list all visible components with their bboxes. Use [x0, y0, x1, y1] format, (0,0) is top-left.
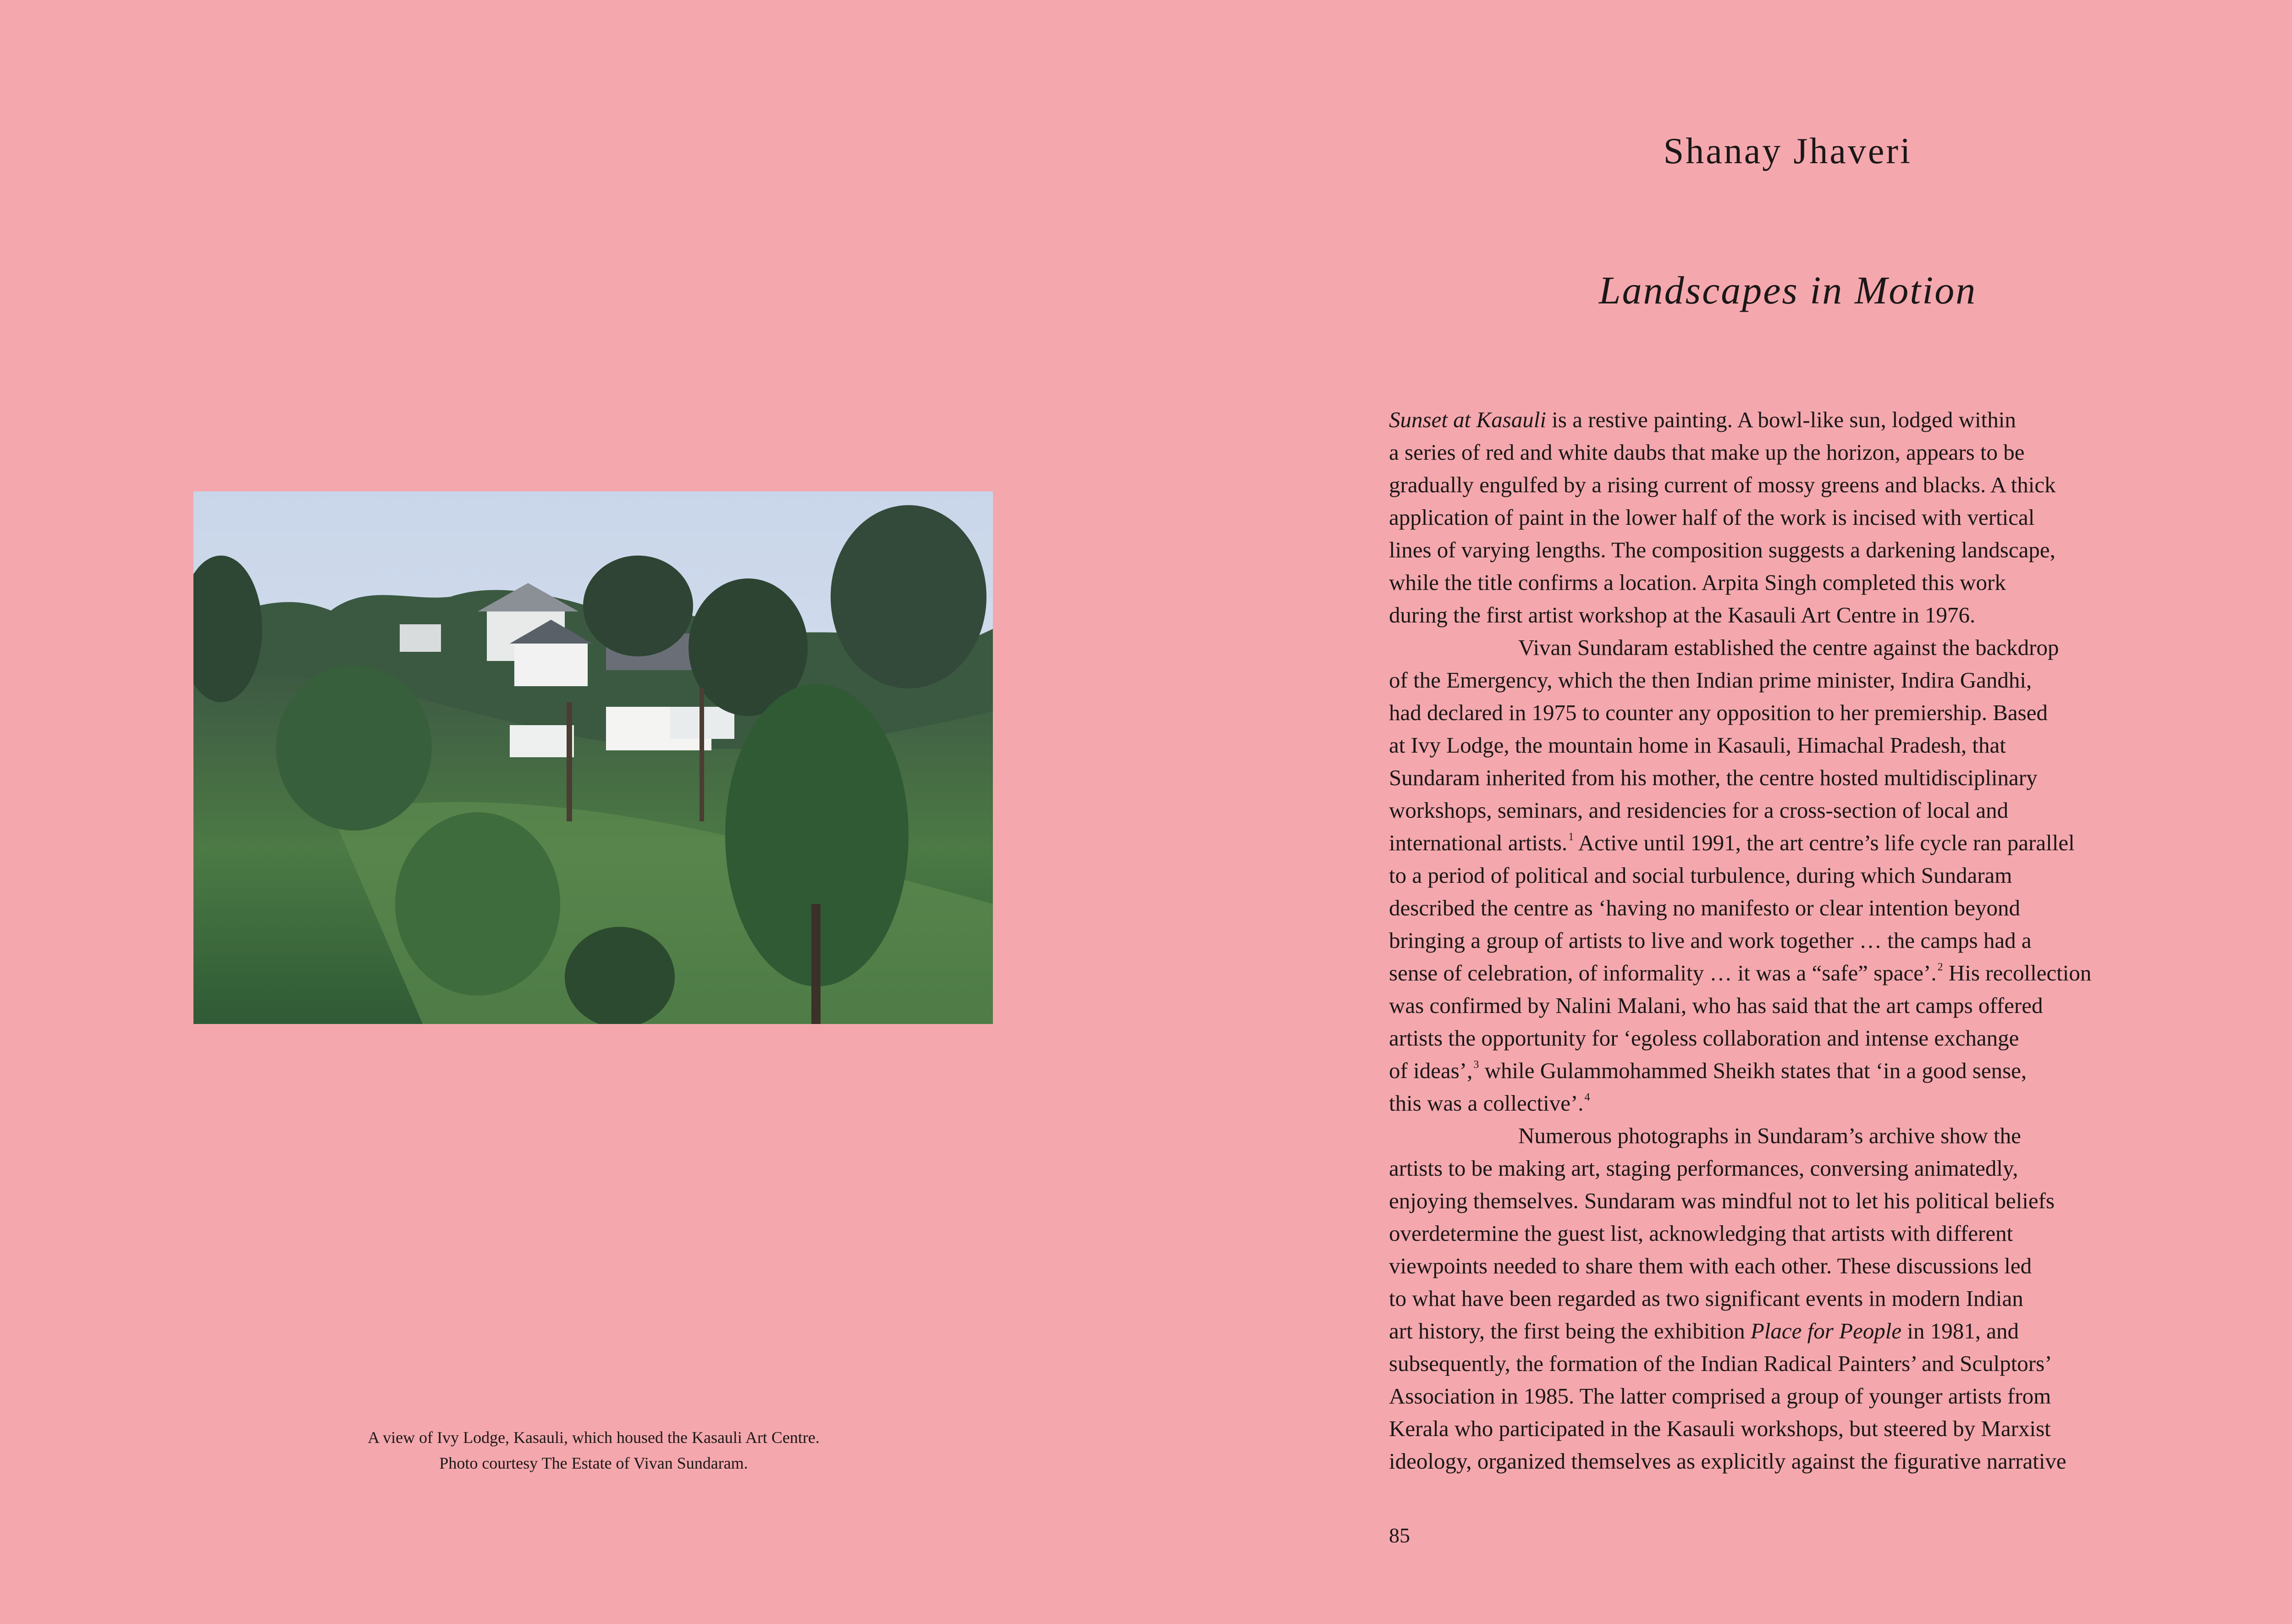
- ivy-lodge-photo: [193, 491, 993, 1024]
- hillside-landscape-image: [193, 491, 993, 1024]
- body-line: of ideas’,$^3$ while Gulammohammed Sheikh states that ‘in a good sense,: [1389, 1058, 2027, 1083]
- body-line: Vivan Sundaram established the centre against the backdrop: [1518, 635, 2059, 660]
- footnote-ref[interactable]: 2: [1937, 961, 1943, 973]
- footnote-ref[interactable]: 1: [1568, 831, 1574, 843]
- body-line: while the title confirms a location. Arpita Singh completed this work: [1389, 570, 2006, 595]
- body-line: Association in 1985. The latter comprised a group of younger artists from: [1389, 1383, 2051, 1409]
- body-line: to what have been regarded as two significant events in modern Indian: [1389, 1286, 2023, 1311]
- essay-title: Landscapes in Motion: [1598, 268, 1977, 312]
- body-line: Numerous photographs in Sundaram’s archive show the: [1518, 1123, 2021, 1148]
- essay-body: [1389, 403, 2196, 1477]
- body-line: art history, the first being the exhibition Place for People in 1981, and: [1389, 1318, 2019, 1343]
- body-line: overdetermine the guest list, acknowledging that artists with different: [1389, 1221, 2013, 1246]
- body-line: Kerala who participated in the Kasauli workshops, but steered by Marxist: [1389, 1416, 2051, 1441]
- body-line: had declared in 1975 to counter any opposition to her premiership. Based: [1389, 700, 2048, 725]
- page-number: 85: [1389, 1524, 1410, 1547]
- body-line: ideology, organized themselves as explicitly against the figurative narrative: [1389, 1448, 2066, 1474]
- body-line: artists to be making art, staging performances, conversing animatedly,: [1389, 1156, 2018, 1181]
- footnote-ref[interactable]: 4: [1584, 1091, 1590, 1103]
- body-line: was confirmed by Nalini Malani, who has said that the art camps offered: [1389, 993, 2043, 1018]
- body-line: application of paint in the lower half of the work is incised with vertical: [1389, 505, 2035, 530]
- photo-caption: [257, 1425, 931, 1476]
- body-line: sense of celebration, of informality … it was a “safe” space’.$^2$ His recollection: [1389, 960, 2092, 985]
- body-line: workshops, seminars, and residencies for a cross-section of local and: [1389, 798, 2009, 823]
- body-line: enjoying themselves. Sundaram was mindful not to let his political beliefs: [1389, 1188, 2055, 1213]
- body-line: of the Emergency, which the then Indian prime minister, Indira Gandhi,: [1389, 667, 2032, 693]
- body-line: during the first artist workshop at the Kasauli Art Centre in 1976.: [1389, 602, 1976, 628]
- body-line: international artists.$^1$ Active until 1991, the art centre’s life cycle ran parallel: [1389, 830, 2075, 855]
- body-line: viewpoints needed to share them with each other. These discussions led: [1389, 1253, 2032, 1278]
- body-line: Sundaram inherited from his mother, the centre hosted multidisciplinary: [1389, 765, 2038, 790]
- body-line: lines of varying lengths. The composition suggests a darkening landscape,: [1389, 537, 2055, 562]
- body-line: to a period of political and social turbulence, during which Sundaram: [1389, 863, 2012, 888]
- body-line: subsequently, the formation of the Indian Radical Painters’ and Sculptors’: [1389, 1351, 2052, 1376]
- body-line: artists the opportunity for ‘egoless collaboration and intense exchange: [1389, 1025, 2019, 1051]
- caption-line: A view of Ivy Lodge, Kasauli, which housed the Kasauli Art Centre.: [368, 1428, 820, 1447]
- footnote-ref[interactable]: 3: [1473, 1059, 1479, 1071]
- body-line: this was a collective’.$^4$: [1389, 1090, 1590, 1116]
- author-name: Shanay Jhaveri: [1663, 131, 1912, 171]
- body-line: gradually engulfed by a rising current of mossy greens and blacks. A thick: [1389, 472, 2056, 497]
- body-line: bringing a group of artists to live and work together … the camps had a: [1389, 928, 2032, 953]
- body-line: at Ivy Lodge, the mountain home in Kasauli, Himachal Pradesh, that: [1389, 732, 2006, 758]
- body-line: described the centre as ‘having no manifesto or clear intention beyond: [1389, 895, 2020, 920]
- body-line: Sunset at Kasauli is a restive painting. A bowl-like sun, lodged within: [1389, 407, 2016, 432]
- body-line: a series of red and white daubs that make up the horizon, appears to be: [1389, 440, 2025, 465]
- caption-credit-line: Photo courtesy The Estate of Vivan Sundaram.: [439, 1454, 748, 1472]
